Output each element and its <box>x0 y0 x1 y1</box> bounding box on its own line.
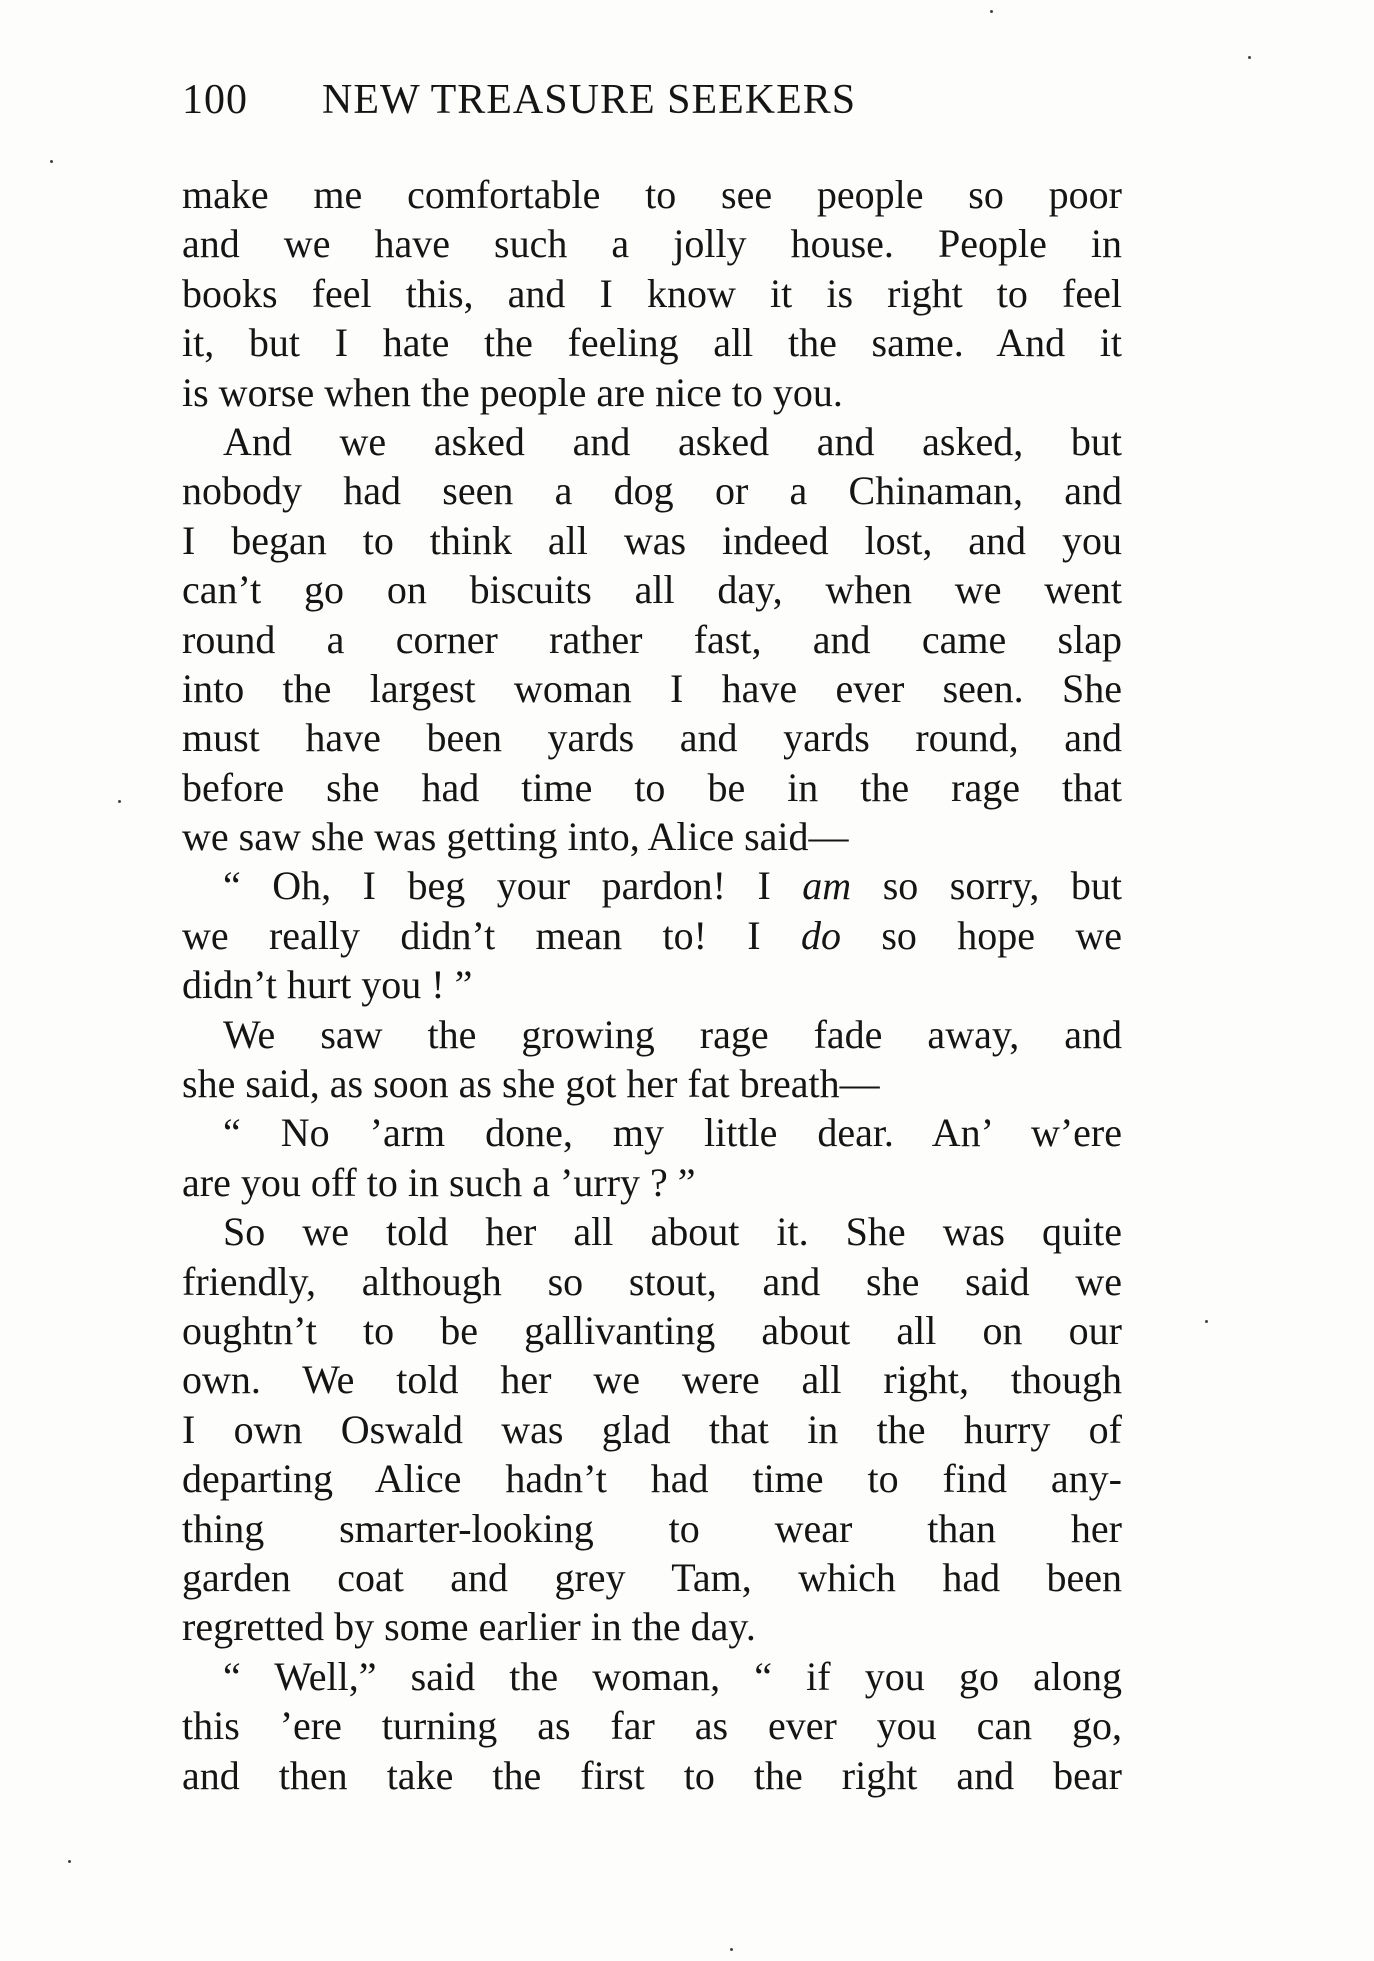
text-line: regretted by some earlier in the day. <box>182 1604 756 1650</box>
text-line: before she had time to be in the rage that <box>182 764 1122 810</box>
scan-speck <box>1248 56 1251 59</box>
text-line: “ Well,” said the woman, “ if you go along <box>223 1653 1122 1699</box>
scan-speck <box>990 10 993 13</box>
text-line: this ’ere turning as far as ever you can go, <box>182 1703 1122 1749</box>
text-line: I own Oswald was glad that in the hurry of <box>182 1406 1122 1452</box>
text-line: and we have such a jolly house. People in <box>182 221 1122 267</box>
scan-speck <box>118 800 121 803</box>
text-line: she said, as soon as she got her fat breath— <box>182 1061 880 1107</box>
text-line: round a corner rather fast, and came slap <box>182 616 1122 662</box>
scan-speck <box>50 160 53 163</box>
text-line: are you off to in such a ’urry ? ” <box>182 1159 696 1205</box>
scan-speck <box>730 1948 733 1951</box>
text-line: make me comfortable to see people so poor <box>182 172 1122 217</box>
text-line: is worse when the people are nice to you. <box>182 369 843 415</box>
text-line: thing smarter-looking to wear than her <box>182 1505 1122 1551</box>
text-line: And we asked and asked and asked, but <box>223 418 1122 464</box>
running-head: NEW TREASURE SEEKERS <box>322 77 857 123</box>
text-line: must have been yards and yards round, and <box>182 715 1122 761</box>
text-line: books feel this, and I know it is right to feel <box>182 270 1122 316</box>
text-line: own. We told her we were all right, though <box>182 1357 1122 1403</box>
text-line: “ No ’arm done, my little dear. An’ w’ere <box>223 1110 1122 1156</box>
text-line: I began to think all was indeed lost, and you <box>182 517 1122 563</box>
text-line: departing Alice hadn’t had time to find any- <box>182 1456 1122 1502</box>
text-line: We saw the growing rage fade away, and <box>223 1011 1122 1057</box>
text-line: So we told her all about it. She was quite <box>223 1209 1122 1255</box>
text-line: “ Oh, I beg your pardon! I am so sorry, but <box>223 863 1122 909</box>
scan-speck <box>1205 1320 1208 1323</box>
text-line: nobody had seen a dog or a Chinaman, and <box>182 468 1122 514</box>
text-line: it, but I hate the feeling all the same. And it <box>182 320 1122 366</box>
page-number: 100 <box>182 77 248 123</box>
text-line: can’t go on biscuits all day, when we went <box>182 567 1122 613</box>
scan-speck <box>68 1860 71 1863</box>
body-text <box>182 170 1122 1800</box>
text-line: into the largest woman I have ever seen. She <box>182 665 1122 711</box>
text-line: garden coat and grey Tam, which had been <box>182 1554 1122 1600</box>
text-line: we saw she was getting into, Alice said— <box>182 814 849 860</box>
text-line: and then take the first to the right and bear <box>182 1752 1122 1798</box>
page-header <box>182 70 1122 130</box>
text-line: friendly, although so stout, and she said we <box>182 1258 1122 1304</box>
text-line: we really didn’t mean to! I do so hope we <box>182 912 1122 958</box>
text-line: oughtn’t to be gallivanting about all on our <box>182 1307 1122 1353</box>
text-line: didn’t hurt you ! ” <box>182 962 473 1008</box>
